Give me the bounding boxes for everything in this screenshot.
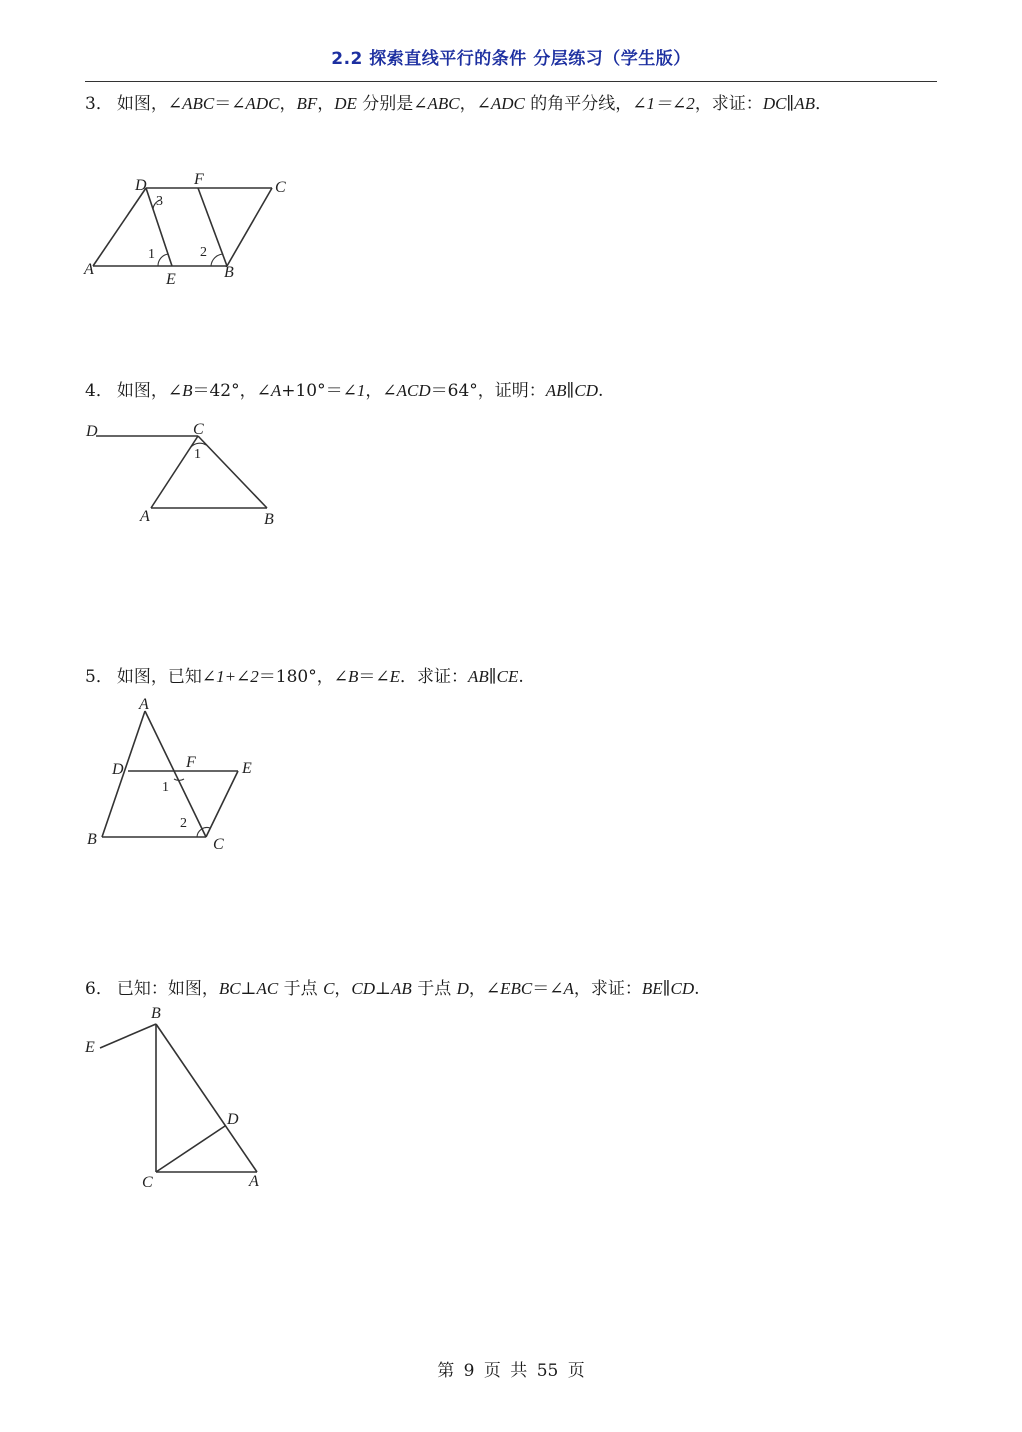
text-run: ， (279, 94, 297, 114)
math-run: BF (296, 94, 318, 113)
segment-bc (227, 188, 272, 266)
label-angle-2: 2 (200, 245, 207, 260)
label-b: B (224, 264, 234, 281)
label-c: C (142, 1174, 153, 1191)
problem-number: 5． (85, 667, 113, 687)
math-run: ∠B (167, 381, 193, 400)
text-run: 如图，已知 (116, 667, 202, 687)
text-run: +10°＝ (281, 381, 343, 401)
label-angle-2: 2 (180, 816, 187, 831)
label-a: A (139, 696, 149, 713)
problem-4-text (85, 372, 940, 410)
text-run: . (518, 667, 524, 687)
text-run: 分别是 (356, 94, 414, 114)
math-run: D (456, 979, 469, 998)
problem-number: 6． (85, 979, 113, 999)
label-c: C (275, 179, 286, 196)
label-e: E (166, 271, 176, 288)
text-run: ， (459, 94, 477, 114)
text-run: ． (815, 94, 833, 114)
segment-cb (198, 436, 267, 508)
math-run: ∠EBC (485, 979, 533, 998)
label-e: E (85, 1039, 95, 1056)
label-a: A (249, 1173, 259, 1190)
problem-number: 3． (85, 94, 113, 114)
text-run: ．求证： (400, 667, 469, 687)
label-b: B (87, 831, 97, 848)
figure-problem-4 (80, 416, 300, 531)
figure-problem-5 (80, 695, 280, 860)
label-c: C (193, 421, 204, 438)
label-d: D (86, 423, 98, 440)
segment-ec (206, 771, 238, 837)
figure-problem-3 (80, 170, 310, 290)
math-run: C (323, 979, 335, 998)
math-run: ∠ADC (476, 94, 525, 113)
label-angle-1: 1 (194, 447, 201, 462)
math-run: CD⊥AB (351, 979, 412, 998)
math-run: DC∥AB (762, 94, 816, 113)
math-run: DE (334, 94, 357, 113)
text-run: ＝ (532, 979, 550, 999)
label-d: D (227, 1111, 239, 1128)
segment-ac (145, 711, 206, 837)
problem-5-text (85, 658, 940, 696)
math-run: AB∥CE (468, 667, 519, 686)
text-run: ＝42°， (192, 381, 257, 401)
math-run: ∠E (375, 667, 401, 686)
page-title: 2.2 探索直线平行的条件 分层练习（学生版） (331, 49, 691, 69)
text-run: 如图， (116, 94, 168, 114)
label-c: C (213, 836, 224, 853)
math-run: ∠1＝∠2 (632, 94, 695, 113)
math-run: ∠1 (342, 381, 366, 400)
label-a: A (140, 508, 150, 525)
label-f: F (186, 754, 196, 771)
segment-eb (100, 1024, 156, 1048)
figure-problem-6 (80, 1000, 280, 1195)
text-run: ，求证： (573, 979, 642, 999)
label-d: D (112, 761, 124, 778)
math-run: ∠ABC (413, 94, 460, 113)
angle-1-mark (158, 254, 168, 266)
label-f: F (194, 171, 204, 188)
math-run: ∠A (549, 979, 574, 998)
text-run: 如图， (116, 381, 168, 401)
text-run: 的角平分线， (524, 94, 633, 114)
text-run: ， (317, 94, 335, 114)
text-run: ， (334, 979, 352, 999)
label-e: E (242, 760, 252, 777)
text-run: 于点 (278, 979, 324, 999)
problem-3-text (85, 85, 940, 123)
segment-ba (156, 1024, 257, 1172)
segment-cd (156, 1126, 225, 1172)
math-run: ∠A (256, 381, 282, 400)
text-run: ，求证： (694, 94, 763, 114)
label-b: B (264, 511, 274, 528)
header-divider (85, 81, 937, 82)
label-d: D (135, 177, 147, 194)
page-number: 第 9 页 共 55 页 (437, 1361, 585, 1381)
text-run: ＝ (358, 667, 376, 687)
math-run: ∠ABC (167, 94, 215, 113)
label-angle-1: 1 (162, 780, 169, 795)
label-b: B (151, 1005, 161, 1022)
text-run: . (598, 381, 604, 401)
text-run: ＝64°，证明： (430, 381, 546, 401)
text-run: 已知：如图， (116, 979, 219, 999)
math-run: ∠ADC (231, 94, 280, 113)
math-run: BE∥CD (641, 979, 695, 998)
text-run: ， (365, 381, 383, 401)
text-run: ＝180°， (258, 667, 334, 687)
math-run: BC⊥AC (218, 979, 279, 998)
text-run: 于点 (411, 979, 457, 999)
text-run: ， (468, 979, 486, 999)
text-run: ＝ (214, 94, 232, 114)
math-run: ∠1+∠2 (201, 667, 259, 686)
label-angle-3: 3 (156, 194, 163, 209)
segment-ad (93, 188, 146, 266)
math-run: AB∥CD (545, 381, 599, 400)
text-run: . (694, 979, 700, 999)
angle-2-mark (211, 254, 223, 266)
problem-number: 4． (85, 381, 113, 401)
math-run: ∠ACD (382, 381, 431, 400)
label-angle-1: 1 (148, 247, 155, 262)
math-run: ∠B (333, 667, 359, 686)
label-a: A (84, 261, 94, 278)
